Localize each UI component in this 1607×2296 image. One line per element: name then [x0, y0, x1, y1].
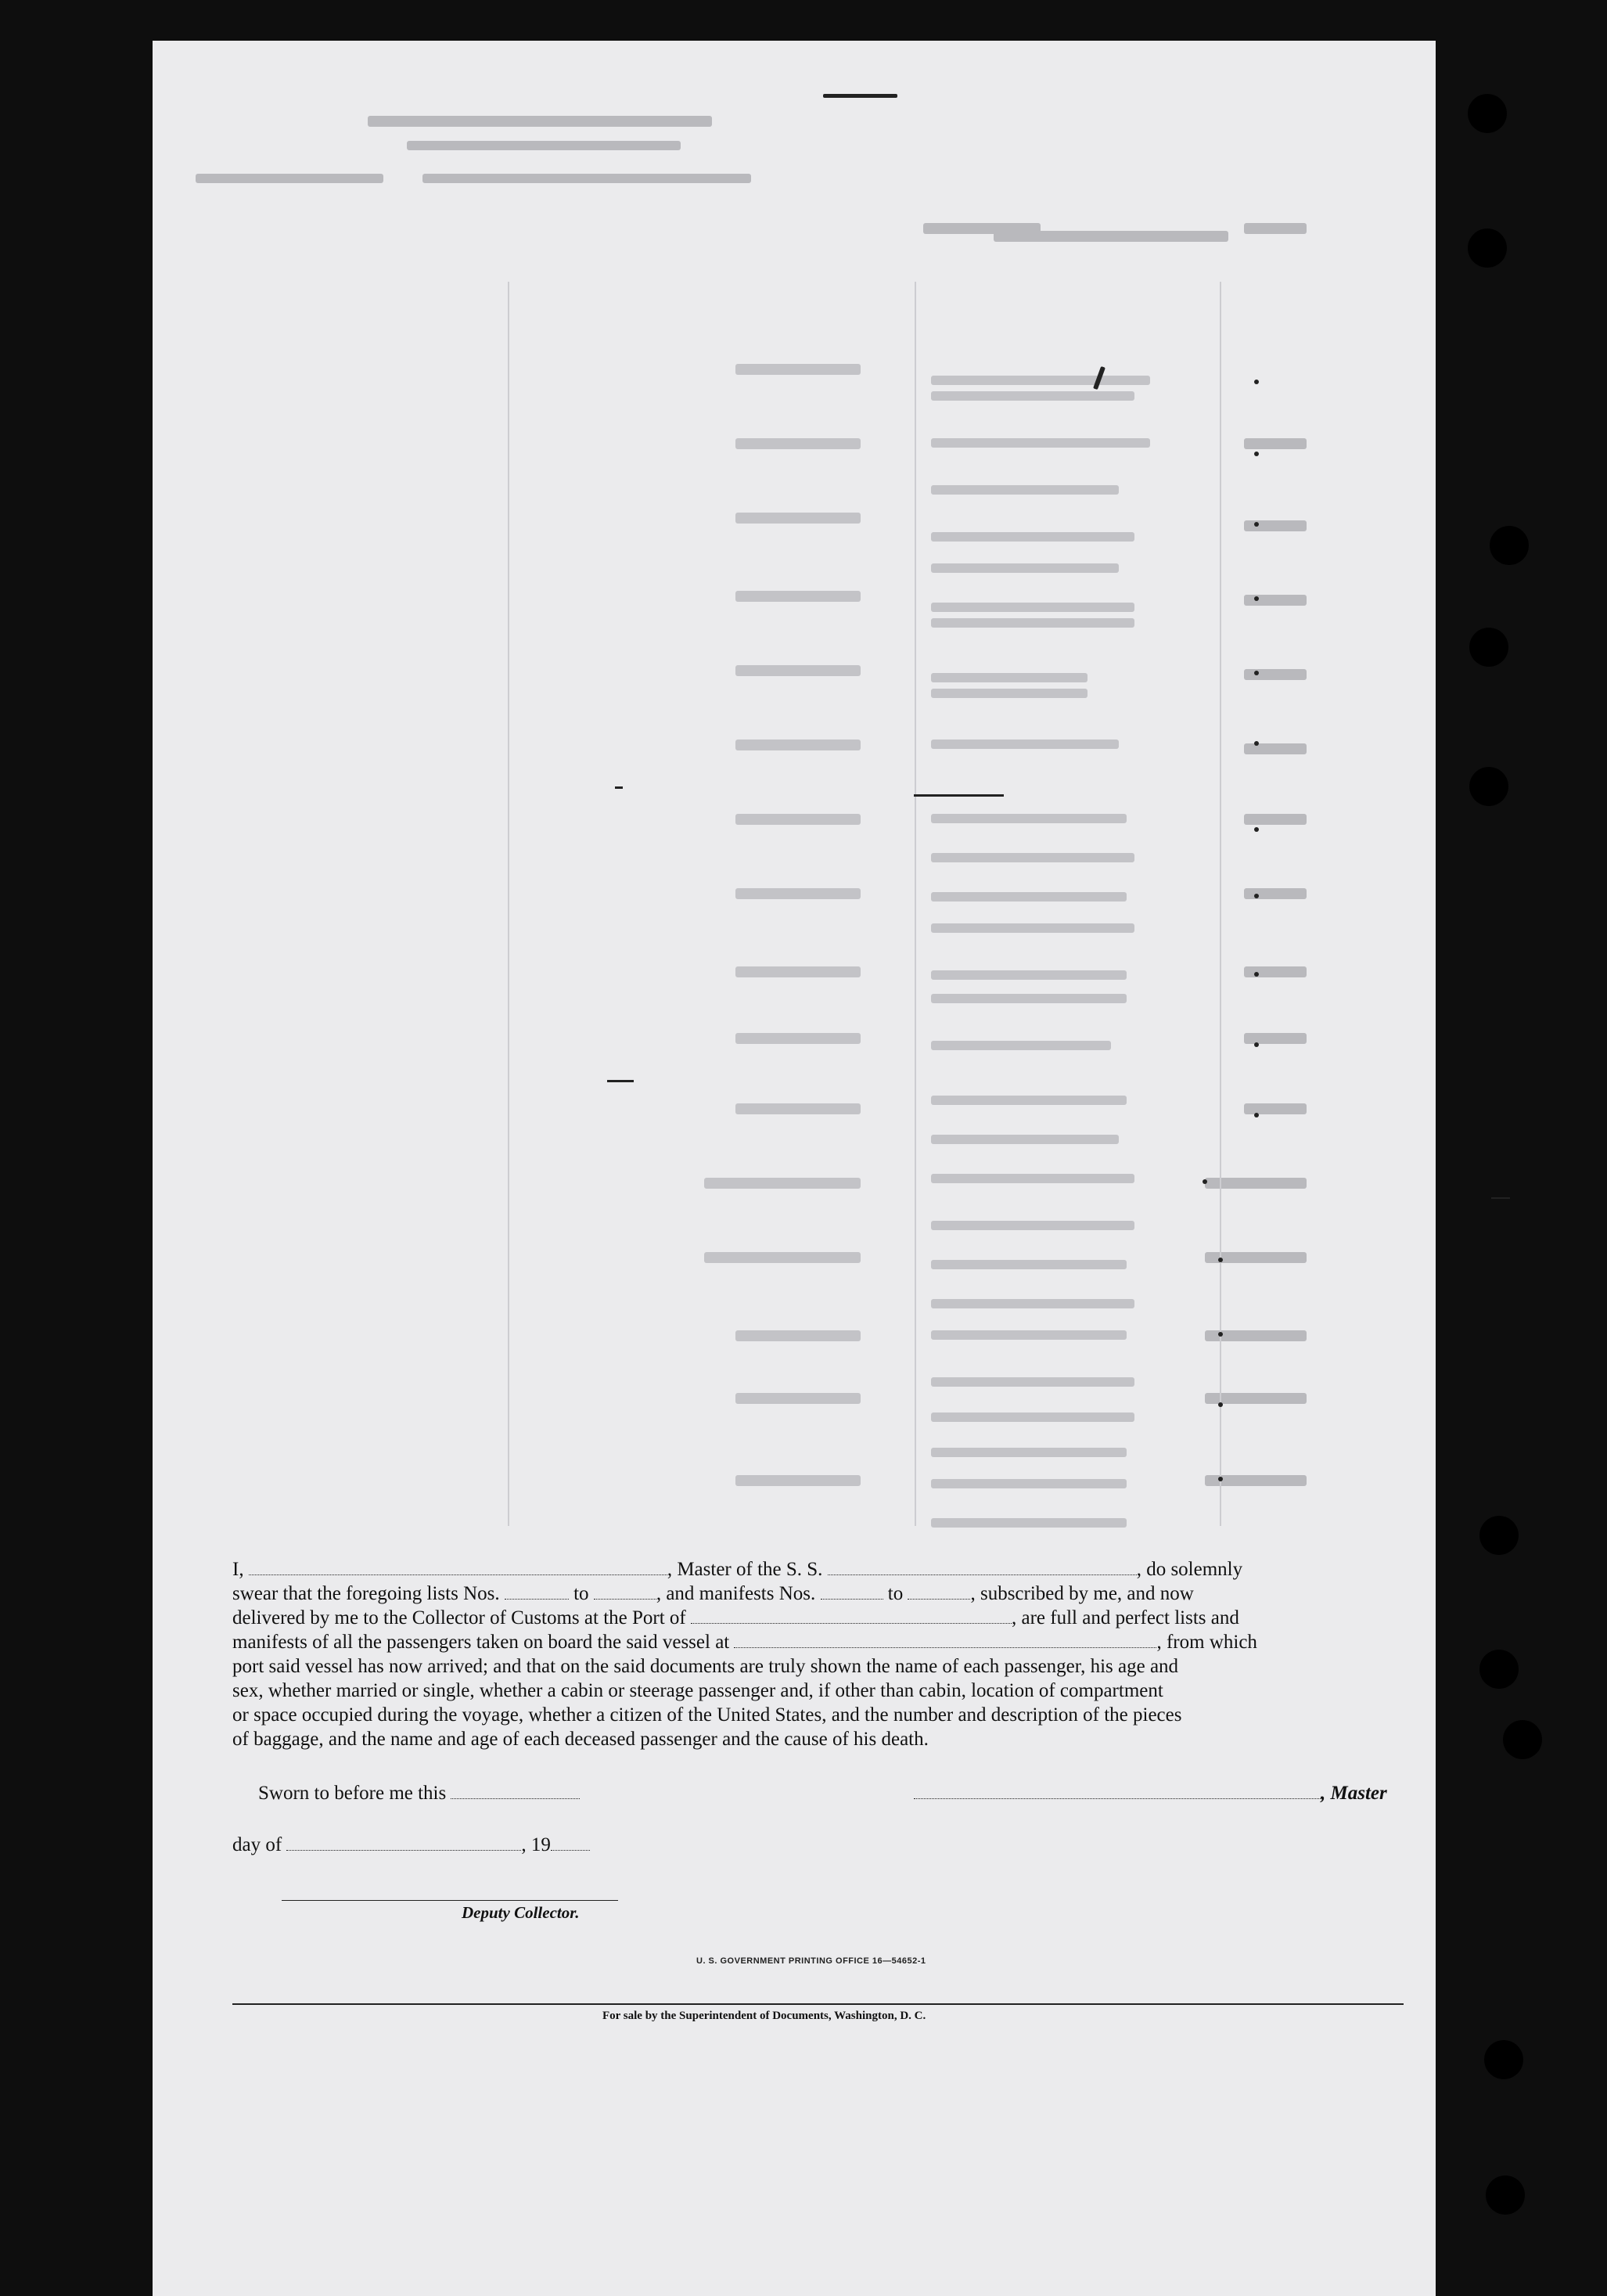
oath-text: , are full and perfect lists and: [1012, 1607, 1239, 1628]
sworn-day-field[interactable]: [451, 1783, 580, 1799]
day-of-line: [232, 1834, 590, 1856]
oath-line-2: [232, 1582, 1404, 1606]
oath-line-4: [232, 1630, 1404, 1654]
binder-hole: [1469, 767, 1508, 806]
year-prefix: , 19: [521, 1834, 551, 1855]
oath-line-3: [232, 1606, 1404, 1630]
binder-hole: [1468, 94, 1507, 133]
oath-line-5: port said vessel has now arrived; and that on the said documents are truly shown the name of each passenger, his age and: [232, 1656, 1179, 1677]
oath-text: , Master of the S. S.: [667, 1559, 823, 1580]
manifest-to-field[interactable]: [908, 1583, 970, 1600]
for-sale-notice: For sale by the Superintendent of Documents, Washington, D. C.: [602, 2010, 926, 2022]
binder-hole: [1479, 1516, 1519, 1555]
binder-hole: [1490, 526, 1529, 565]
master-signature-field[interactable]: [914, 1783, 1321, 1799]
oath-line-1: [232, 1557, 1404, 1582]
oath-text: , subscribed by me, and now: [970, 1583, 1194, 1604]
oath-text: to: [573, 1583, 589, 1604]
oath-text: manifests of all the passengers taken on board the said vessel at: [232, 1632, 730, 1653]
oath-text: swear that the foregoing lists Nos.: [232, 1583, 500, 1604]
deputy-collector-label: Deputy Collector.: [462, 1903, 580, 1922]
list-from-field[interactable]: [505, 1583, 569, 1600]
deputy-signature-line[interactable]: [282, 1900, 618, 1901]
oath-text: I,: [232, 1559, 244, 1580]
binder-hole: [1468, 229, 1507, 268]
oath-line-7: or space occupied during the voyage, whether a citizen of the United States, and the number and description of the pieces: [232, 1704, 1182, 1726]
binder-hole: [1484, 2040, 1523, 2079]
oath-text: , do solemnly: [1136, 1559, 1243, 1580]
sworn-line: [258, 1783, 580, 1805]
port-field[interactable]: [691, 1607, 1012, 1624]
master-name-field[interactable]: [249, 1559, 667, 1575]
oath-text: to: [887, 1583, 904, 1604]
printer-imprint: U. S. GOVERNMENT PRINTING OFFICE 16—54652-1: [696, 1956, 926, 1966]
month-field[interactable]: [286, 1834, 521, 1851]
year-field[interactable]: [551, 1834, 590, 1851]
oath-text: , from which: [1156, 1632, 1257, 1653]
manifest-from-field[interactable]: [821, 1583, 883, 1600]
day-of-label: day of: [232, 1834, 282, 1855]
departure-port-field[interactable]: [734, 1632, 1156, 1648]
list-to-field[interactable]: [594, 1583, 656, 1600]
binder-hole: [1486, 2175, 1525, 2215]
binder-hole: [1469, 628, 1508, 667]
oath-line-8: of baggage, and the name and age of each deceased passenger and the cause of his death.: [232, 1729, 929, 1750]
oath-paragraph: [232, 1557, 1404, 1751]
oath-line-6: sex, whether married or single, whether a cabin or steerage passenger and, if other than cabin, location of compartment: [232, 1680, 1163, 1701]
footer-rule: [232, 2003, 1404, 2005]
ship-name-field[interactable]: [828, 1559, 1137, 1575]
oath-text: delivered by me to the Collector of Customs at the Port of: [232, 1607, 686, 1628]
sworn-label: Sworn to before me this: [258, 1783, 447, 1804]
binder-hole: [1503, 1720, 1542, 1759]
oath-text: , and manifests Nos.: [656, 1583, 816, 1604]
binder-hole: [1479, 1650, 1519, 1689]
master-signature-line: [914, 1783, 1387, 1805]
master-label: , Master: [1321, 1783, 1387, 1804]
margin-tick: [1491, 1197, 1510, 1199]
